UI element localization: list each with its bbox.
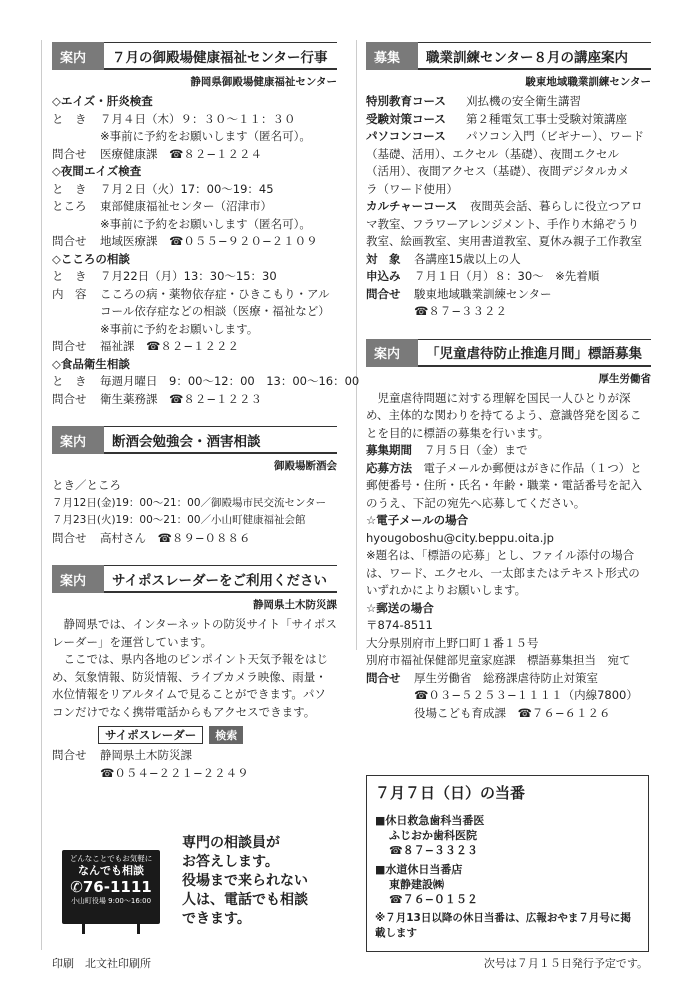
section-title: 断酒会勉強会・酒害相談 [104, 426, 337, 454]
health-center-section [52, 42, 360, 408]
info-row [52, 338, 337, 356]
section-org: 静岡県御殿場健康福祉センター [190, 76, 337, 88]
search-input[interactable]: サイポスレーダー [98, 726, 203, 744]
info-row [52, 146, 337, 164]
section-tag: 案内 [52, 42, 104, 70]
info-row [366, 670, 651, 688]
row-value: 刈払機の安全衛生講習 [466, 94, 581, 108]
row-value: 医療健康課 ☎８２−１２２４ [100, 146, 262, 161]
info-row [52, 198, 337, 216]
row-value: 福祉課 ☎８２−１２２２ [100, 339, 239, 353]
row-key: ところ [52, 199, 87, 213]
row-key: 問合せ [52, 146, 87, 161]
info-row [52, 111, 337, 129]
row-key: 問合せ [366, 286, 401, 301]
sign-leg [137, 924, 140, 934]
row-value: ７月２日（火）17：00〜19：45 [100, 181, 274, 196]
subheading: ◇食品衛生相談 [52, 356, 130, 371]
consultation-sign [62, 850, 160, 924]
row-key: 問合せ [52, 530, 87, 545]
consultation-promo [52, 820, 337, 940]
row-key: 内 容 [52, 286, 87, 301]
row-key: 問合せ [52, 339, 87, 353]
promo-line: 人は、電話でも相談 [182, 892, 308, 908]
section-title: サイポスレーダーをご利用ください [104, 565, 337, 593]
row-value: 各講座15歳以上の人 [414, 251, 521, 266]
promo-line: お答えします。 [182, 854, 279, 870]
note: ※事前に予約をお願いします（匿名可）。 [100, 129, 311, 143]
section-tag: 案内 [52, 426, 104, 454]
subheading: ◇こころの相談 [52, 251, 130, 266]
row-value: 地域医療課 ☎０５５−９２０−２１０９ [100, 234, 318, 248]
row-value: ７月５日（金）まで [424, 443, 528, 457]
left-column [52, 42, 360, 800]
row-value: ７月１日（月）８：30〜 ※先着順 [414, 269, 600, 283]
promo-line: 役場まで来られない [182, 873, 308, 889]
info-row [52, 530, 337, 548]
address: 別府市福祉保健部児童家庭課 標語募集担当 宛て [366, 653, 631, 667]
row-key: 問合せ [52, 391, 87, 406]
holiday-duty-box [366, 775, 649, 952]
duty-heading: ■水道休日当番店 [375, 863, 463, 876]
paragraph: 児童虐待問題に対する理解を国民一人ひとりが深め、主体的な関わりを持てるよう、意識啓発を図ることを目的に標語の募集を行います。 [366, 390, 642, 440]
schedule-line: ７月23日(火)19：00〜21：00／小山町健康福祉会館 [52, 514, 306, 526]
row-key: 特別教育コース [366, 94, 446, 108]
info-row [366, 128, 651, 146]
phone: ☎８７−３３２２ [414, 304, 507, 318]
row-value: 電子メールか郵便はがきに作品（１つ）と郵便番号・住所・氏名・年齢・職業・電話番号を記入のうえ、下記の宛先へ応募してください。 [366, 460, 642, 510]
row-key: と き [52, 181, 87, 196]
search-button[interactable]: 検索 [209, 726, 243, 744]
row-value: 第２種電気工事士受験対策講座 [466, 111, 627, 126]
section-tag: 募集 [366, 42, 418, 70]
info-row [366, 198, 651, 216]
info-row [52, 373, 360, 391]
section-title: 「児童虐待防止推進月間」標語募集 [418, 339, 651, 367]
note: ※事前に予約をお願いします（匿名可）。 [100, 216, 311, 231]
row-value: 毎週月曜日 9：00〜12：00 13：00〜16：00 [100, 374, 360, 388]
sign-title: なんでも相談 [78, 864, 144, 877]
section-tag: 案内 [52, 565, 104, 593]
info-row [52, 181, 337, 199]
row-value: ７月22日（月）13：30〜15：30 [100, 269, 277, 283]
info-row [52, 233, 337, 251]
info-row [52, 286, 337, 304]
sobriety-section [52, 426, 337, 547]
row-key: 申込み [366, 269, 401, 283]
sign-phone: ✆76-1111 [70, 878, 152, 896]
section-header [366, 42, 651, 70]
section-org: 静岡県土木防災課 [253, 599, 337, 611]
subheading: とき／ところ [52, 478, 121, 492]
row-key: と き [52, 269, 87, 283]
sign-caption: どんなことでもお気軽に [69, 854, 153, 863]
row-value: パソコン入門（ビギナー）、ワード [466, 129, 645, 143]
row-value: 衛生薬務課 ☎８２−１２２３ [100, 391, 262, 406]
note: ※事前に予約をお願いします。 [100, 321, 259, 336]
section-header [52, 42, 337, 70]
row-value: 厚生労働省 総務課虐待防止対策室 [414, 670, 598, 685]
section-header [52, 565, 337, 593]
sign-leg [82, 924, 85, 934]
info-row [366, 93, 651, 111]
slogan-section [366, 339, 651, 723]
footer-next-issue: 次号は７月１５日発行予定です。 [483, 957, 648, 970]
row-key: と き [52, 374, 87, 388]
info-row [366, 442, 651, 460]
training-section [366, 42, 651, 321]
subheading: ◇夜間エイズ検査 [52, 164, 142, 178]
paragraph: ここでは、県内各地のピンポイント天気予報をはじめ、気象情報、防災情報、ライブカメラ映像、雨量・水位情報をリアルタイムで見ることができます。パソコンだけでなく携帯電話からもアクセスできます。 [52, 652, 328, 719]
row-value-cont: ラ（ワード使用） [366, 181, 458, 196]
duty-name: 東静建設㈱ [389, 878, 444, 891]
section-tag: 案内 [366, 339, 418, 367]
info-row [366, 268, 651, 286]
section-header [52, 426, 337, 454]
row-key: 問合せ [52, 234, 87, 248]
phone: ☎０５４−２２１−２２４９ [100, 765, 249, 780]
paragraph: 静岡県では、インターネットの防災サイト「サイポスレーダー」を運営しています。 [52, 617, 337, 649]
postal-code: 〒874-8511 [366, 618, 433, 632]
footer-printer: 印刷 北文社印刷所 [52, 957, 151, 970]
duty-note: ※７月13日以降の休日当番は、広報おやま７月号に掲載します [375, 912, 631, 939]
saipos-section [52, 565, 337, 782]
search-bar [52, 724, 337, 744]
subheading: ☆電子メールの場合 [366, 513, 469, 527]
section-header [366, 339, 651, 367]
left-rule [41, 40, 42, 950]
address: 大分県別府市上野口町１番１５号 [366, 635, 539, 650]
info-row [366, 460, 651, 513]
duty-phone: ☎７６−０１５２ [389, 893, 478, 906]
info-row [366, 111, 651, 129]
row-value-cont: 教室、絵画教室、実用書道教室、夏休み親子工作教室 [366, 234, 642, 248]
row-value: 駿東地域職業訓練センター [414, 286, 552, 301]
email-address[interactable]: hyougoboshu@city.beppu.oita.jp [366, 530, 554, 545]
row-value-cont: マ教室、フラワーアレンジメント、手作り木綿ぞうり [366, 216, 640, 231]
duty-title: ７月７日（日）の当番 [375, 784, 526, 802]
subheading: ☆郵送の場合 [366, 600, 434, 615]
promo-line: 専門の相談員が [182, 835, 280, 851]
row-key: 問合せ [52, 748, 87, 762]
row-key: と き [52, 111, 87, 126]
schedule-line: ７月12日(金)19：00〜21：00／御殿場市民交流センター [52, 496, 327, 509]
row-key: パソコンコース [366, 129, 446, 143]
note: ※題名は、「標語の応募」とし、ファイル添付の場合は、ワード、エクセル、一太郎またはテキスト形式のいずれかによりお願いします。 [366, 548, 640, 597]
section-title: ７月の御殿場健康福祉センター行事 [104, 42, 337, 70]
row-key: 対 象 [366, 251, 401, 266]
right-column [366, 42, 651, 740]
info-row [52, 747, 337, 765]
row-value: 高村さん ☎８９−０８８６ [100, 530, 251, 545]
row-value-cont: （基礎、活用）、エクセル（基礎）、夜間エクセル [366, 146, 619, 161]
row-key: 募集期間 [366, 443, 412, 457]
info-row [366, 286, 651, 304]
row-value: こころの病・薬物依存症・ひきこもり・アル [100, 286, 330, 301]
row-value: 東部健康福祉センター（沼津市） [100, 199, 273, 213]
info-row [52, 268, 337, 286]
section-org: 駿東地域職業訓練センター [525, 76, 651, 88]
sign-hours: 小山町役場 9:00〜16:00 [70, 897, 152, 905]
row-value: ７月４日（木）９：３０〜１１：３０ [100, 111, 296, 126]
column-divider [356, 40, 357, 650]
promo-line: できます。 [182, 911, 251, 927]
row-value-cont: コール依存症などの相談（医療・福祉など） [100, 304, 330, 318]
section-org: 厚生労働省 [598, 372, 651, 385]
subheading: ◇エイズ・肝炎検査 [52, 94, 153, 108]
section-org: 御殿場断酒会 [274, 460, 337, 472]
promo-text [182, 834, 308, 929]
duty-name: ふじおか歯科医院 [389, 829, 477, 842]
phone: 役場こども育成課 ☎７６−６１２６ [414, 705, 611, 720]
row-value: 静岡県土木防災課 [100, 748, 192, 762]
info-row [366, 251, 651, 269]
section-title: 職業訓練センター８月の講座案内 [418, 42, 651, 70]
row-key: 受験対策コース [366, 111, 446, 126]
row-value-cont: （活用）、夜間アクセス（基礎）、夜間デジタルカメ [366, 164, 630, 178]
duty-phone: ☎８７−３３２３ [389, 844, 478, 857]
row-key: 問合せ [366, 670, 401, 685]
info-row [52, 391, 337, 409]
row-value: 夜間英会話、暮らしに役立つアロ [470, 199, 643, 213]
phone: ☎０３−５２５３−１１１１（内線7800） [414, 688, 638, 702]
row-key: カルチャーコース [366, 199, 458, 213]
duty-heading: ■休日救急歯科当番医 [375, 814, 485, 827]
row-key: 応募方法 [366, 460, 412, 475]
